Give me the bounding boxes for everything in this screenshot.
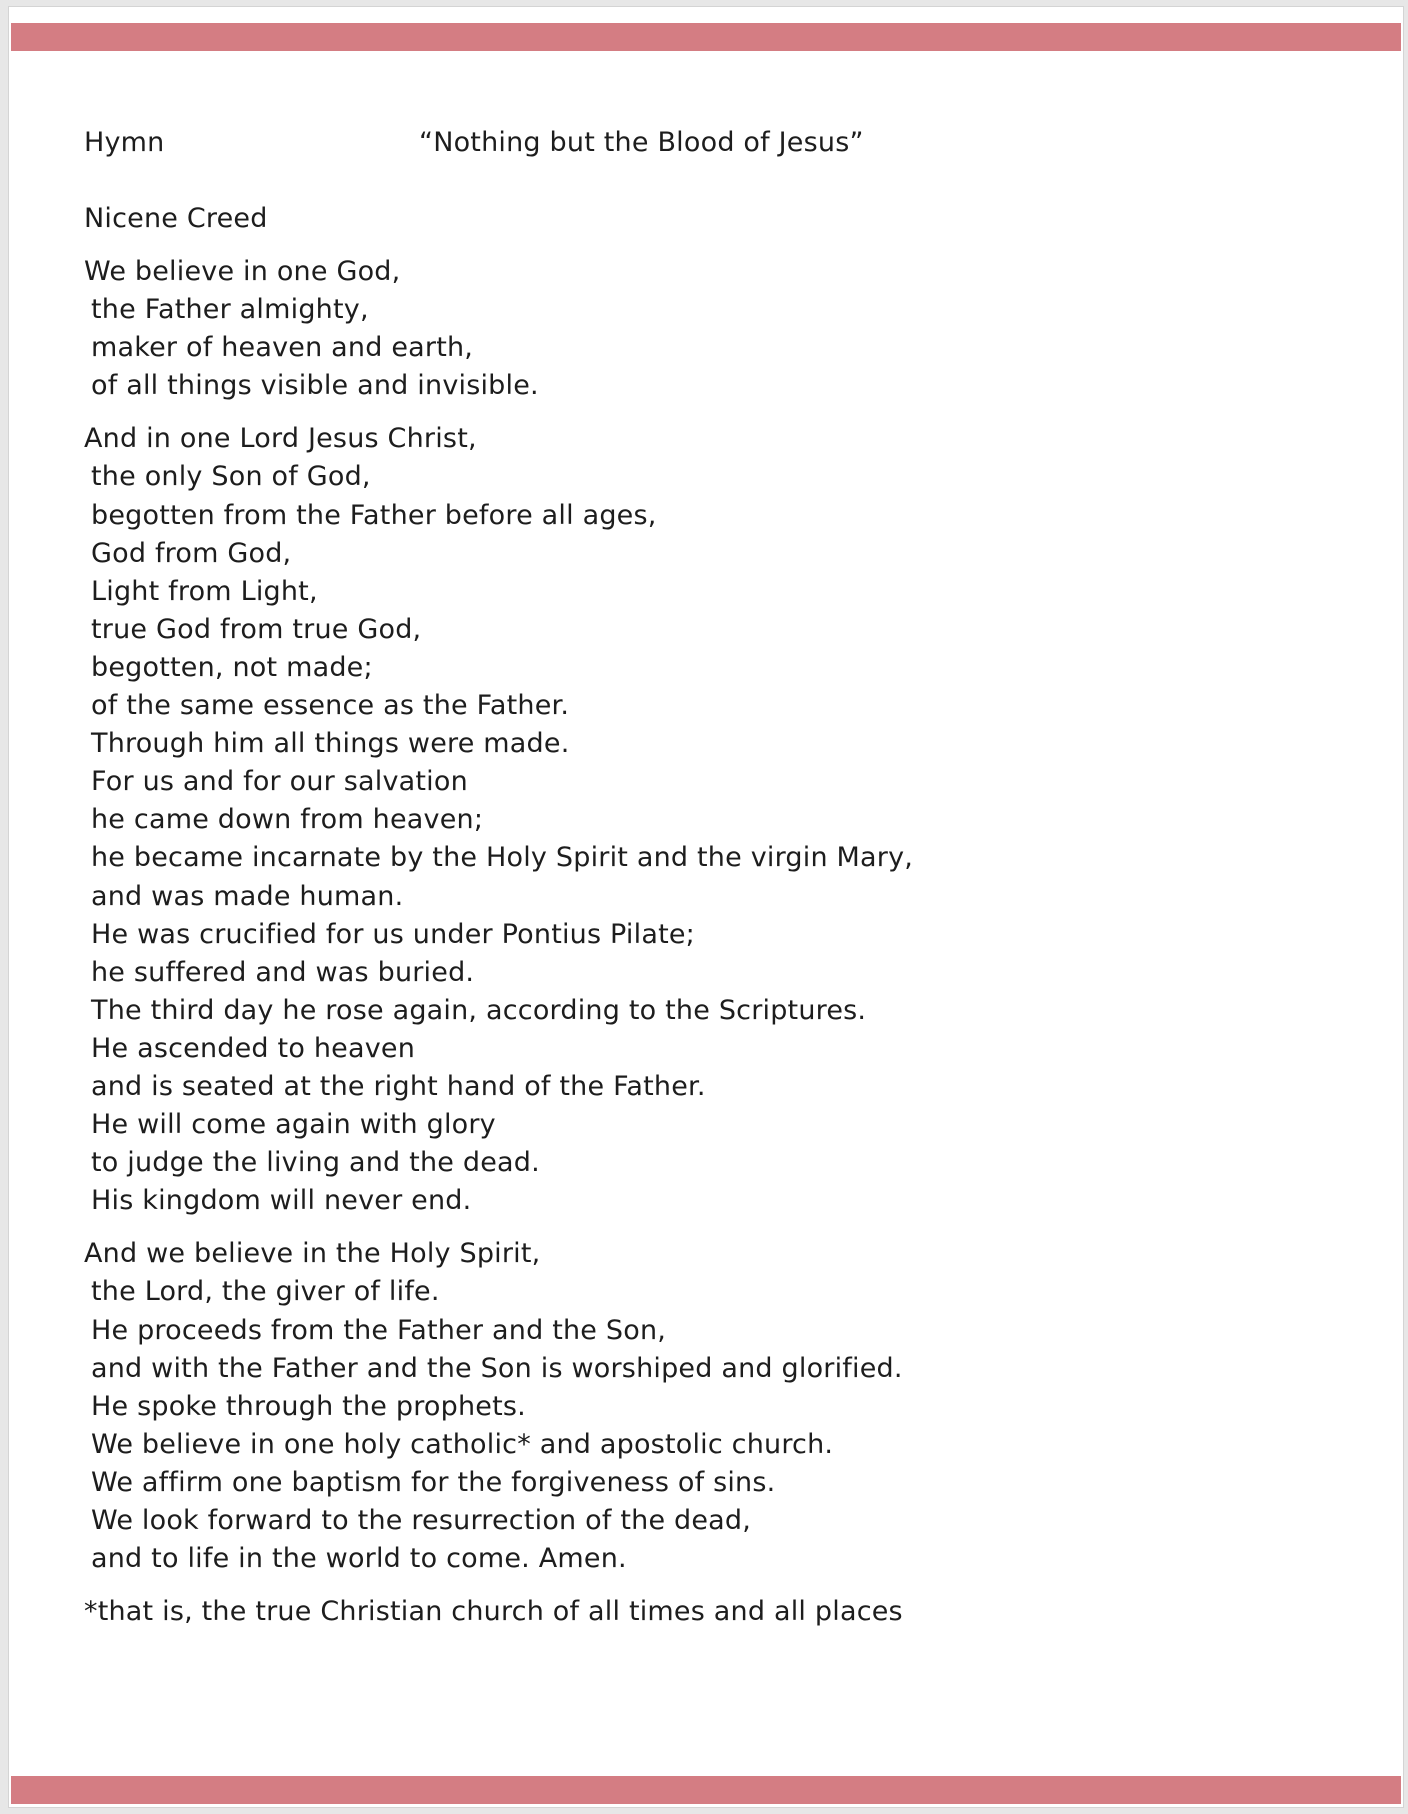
- creed-line: he came down from heaven;: [91, 804, 484, 836]
- creed-line: the Father almighty,: [91, 294, 369, 326]
- hymn-label: Hymn: [84, 127, 165, 158]
- creed-line: the Lord, the giver of life.: [91, 1276, 440, 1308]
- creed-line: Through him all things were made.: [91, 728, 570, 760]
- creed-line: He will come again with glory: [91, 1109, 496, 1141]
- creed-line: We believe in one God,: [84, 256, 401, 287]
- creed-line: of the same essence as the Father.: [91, 690, 570, 722]
- creed-line: to judge the living and the dead.: [91, 1147, 540, 1179]
- creed-line: of all things visible and invisible.: [91, 370, 539, 402]
- creed-line: and to life in the world to come. Amen.: [91, 1543, 627, 1575]
- creed-line: His kingdom will never end.: [91, 1185, 472, 1217]
- creed-line: he became incarnate by the Holy Spirit and the virgin Mary,: [91, 842, 914, 874]
- creed-line: true God from true God,: [91, 613, 422, 645]
- creed-line: For us and for our salvation: [91, 766, 468, 798]
- creed-line: maker of heaven and earth,: [91, 332, 474, 364]
- creed-stanza: [84, 420, 1284, 1220]
- creed-line: and with the Father and the Son is worshiped and glorified.: [91, 1352, 903, 1384]
- hymn-row: [84, 124, 1284, 162]
- creed-line: and is seated at the right hand of the Father.: [91, 1070, 706, 1102]
- bottom-decorative-band: [11, 1776, 1401, 1804]
- creed-line: begotten from the Father before all ages,: [91, 499, 657, 531]
- creed-line: He was crucified for us under Pontius Pilate;: [91, 918, 695, 950]
- creed-line: And in one Lord Jesus Christ,: [84, 423, 477, 455]
- creed-line: and was made human.: [91, 880, 404, 912]
- creed-line: he suffered and was buried.: [91, 956, 475, 988]
- top-decorative-band: [11, 23, 1401, 51]
- creed-line: We believe in one holy catholic* and apostolic church.: [91, 1428, 834, 1460]
- creed-line: We look forward to the resurrection of the dead,: [91, 1505, 752, 1536]
- creed-text: [84, 253, 1284, 1578]
- creed-line: the only Son of God,: [91, 461, 371, 493]
- creed-line: The third day he rose again, according to the Scriptures.: [91, 994, 867, 1026]
- creed-line: He spoke through the prophets.: [91, 1390, 526, 1422]
- creed-stanza: [84, 253, 1284, 405]
- creed-title: Nicene Creed: [84, 203, 268, 234]
- creed-line: Light from Light,: [91, 575, 318, 607]
- creed-line: begotten, not made;: [91, 651, 373, 683]
- creed-line: God from God,: [91, 537, 292, 569]
- creed-line: He ascended to heaven: [91, 1032, 416, 1064]
- footnote: *that is, the true Christian church of all times and all places: [84, 1596, 903, 1628]
- hymn-title: “Nothing but the Blood of Jesus”: [419, 127, 864, 158]
- page-content: [84, 124, 1284, 1631]
- document-page: [8, 6, 1404, 1808]
- creed-line: He proceeds from the Father and the Son,: [91, 1314, 667, 1346]
- creed-line: We affirm one baptism for the forgiveness of sins.: [91, 1466, 776, 1498]
- creed-line: And we believe in the Holy Spirit,: [84, 1238, 541, 1270]
- creed-stanza: [84, 1235, 1284, 1578]
